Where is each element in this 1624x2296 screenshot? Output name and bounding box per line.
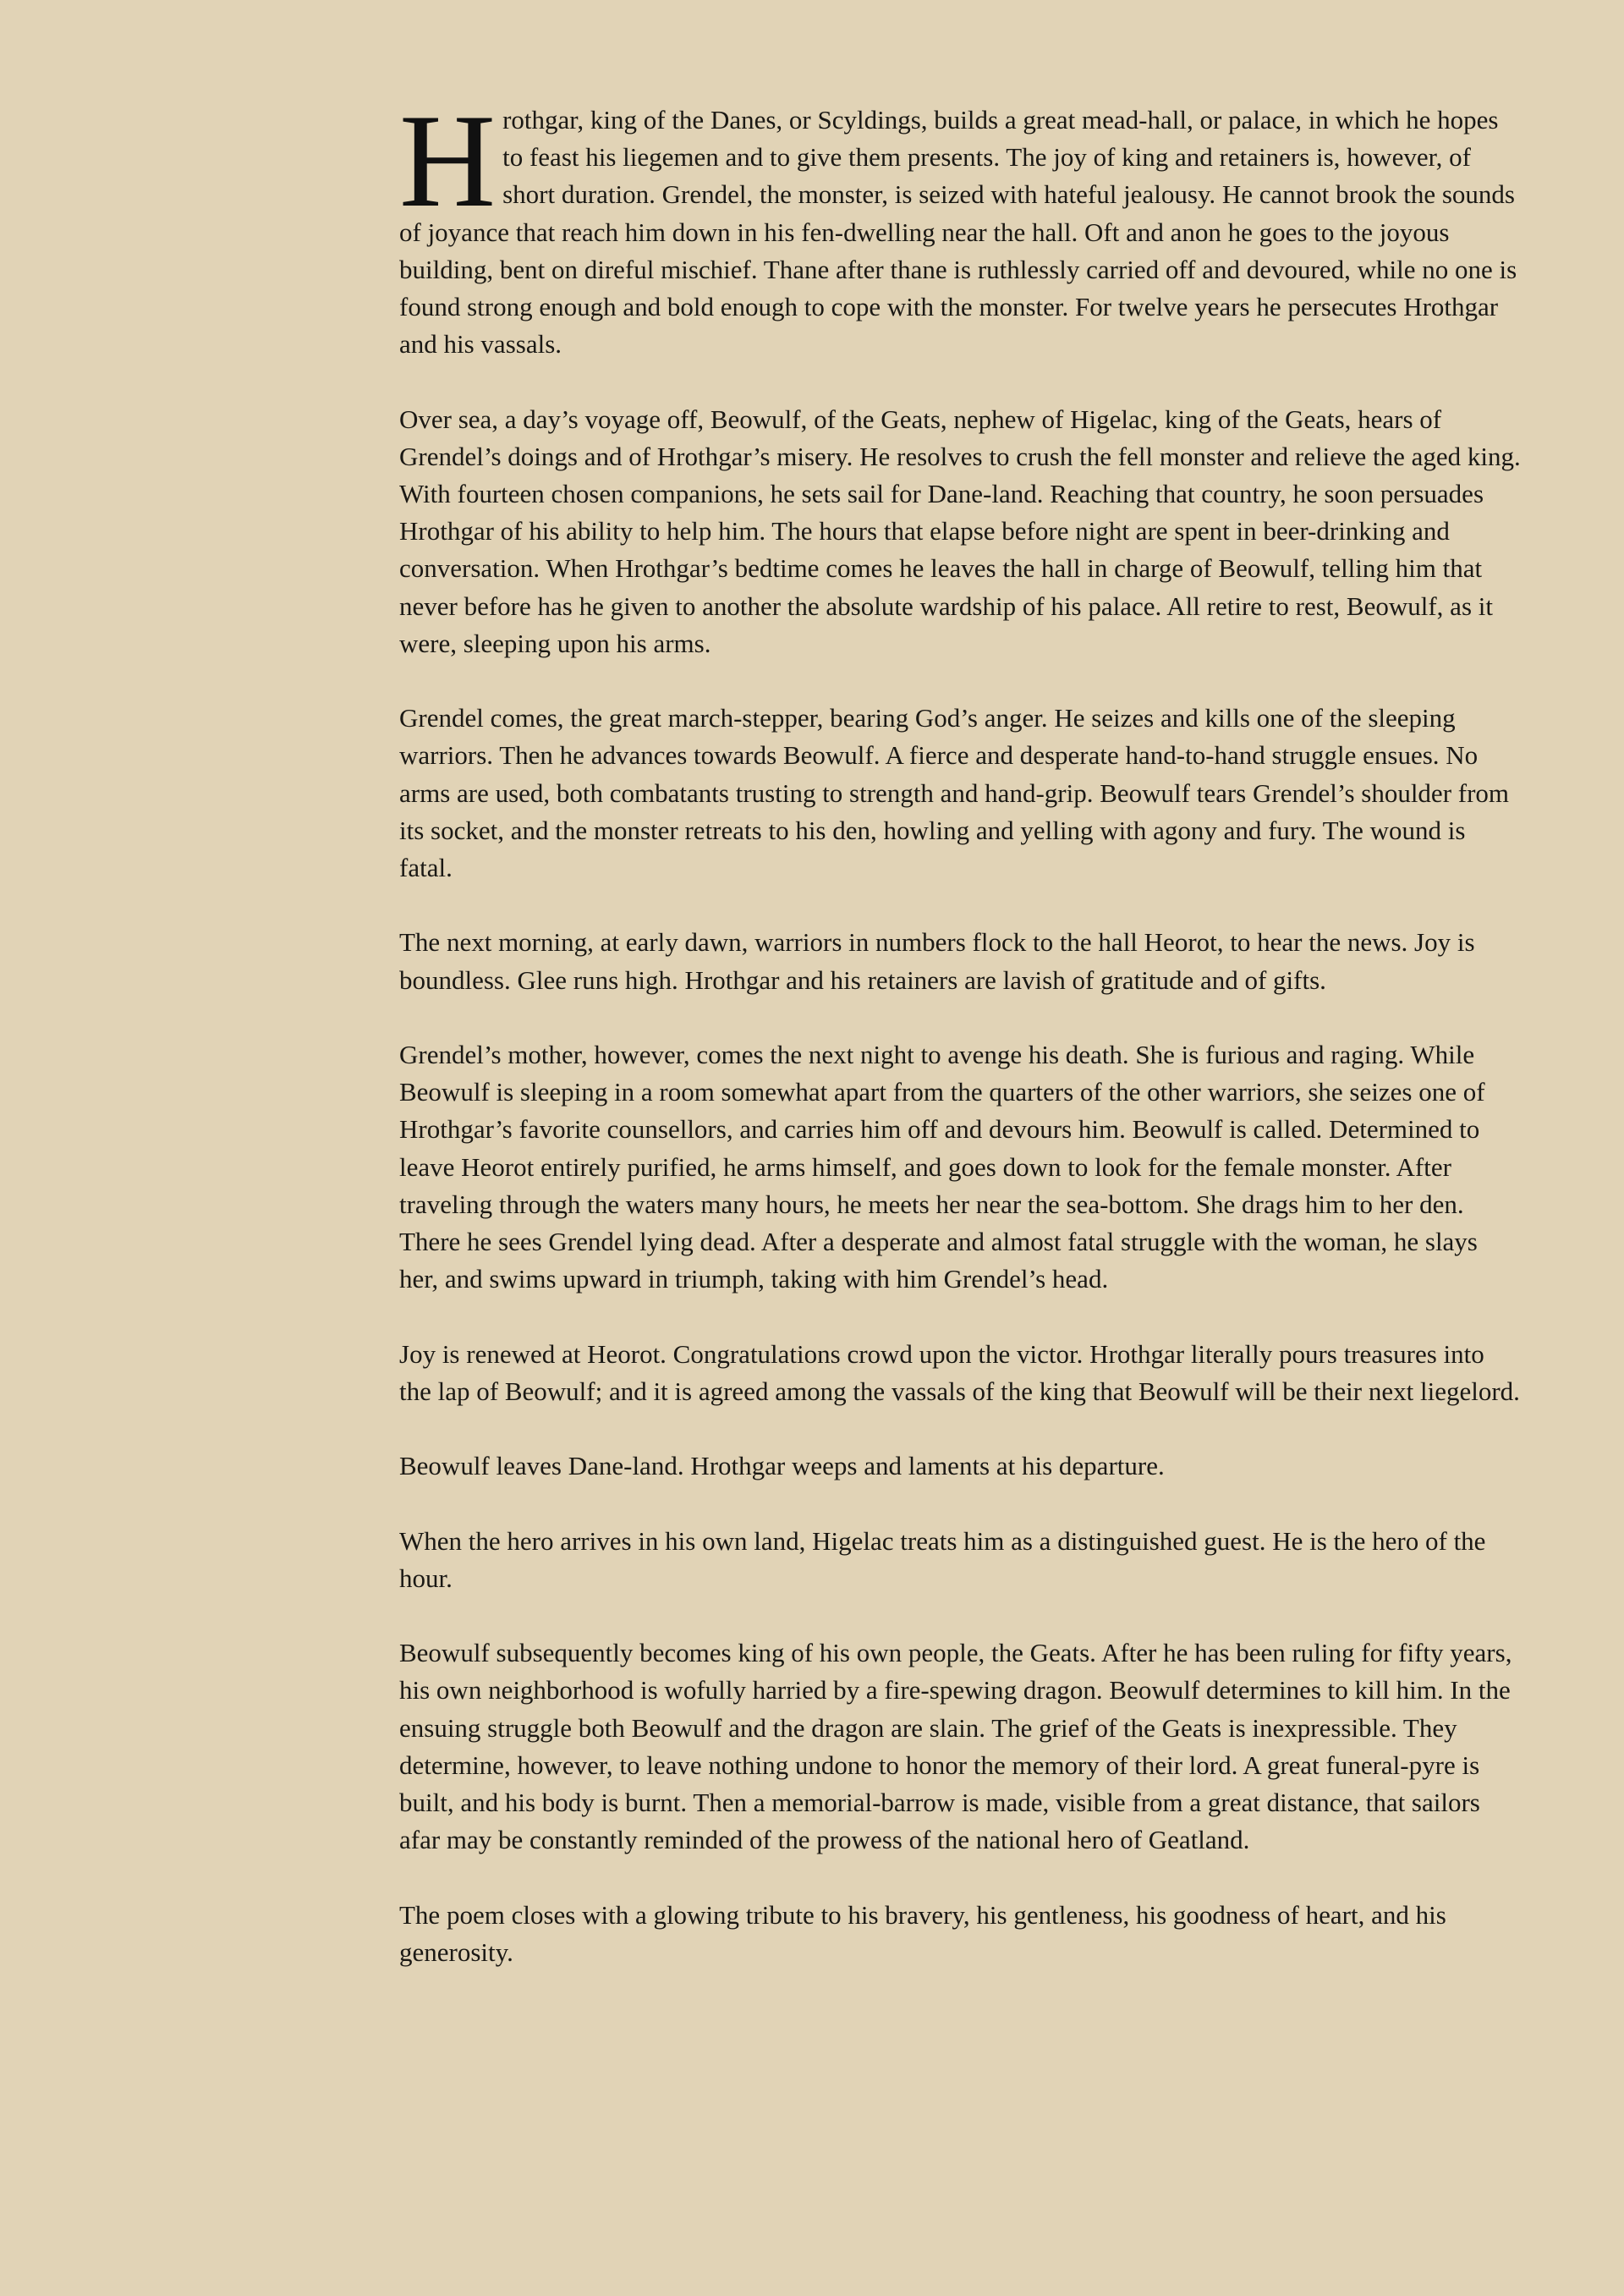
paragraph-6: Joy is renewed at Heorot. Congratulations crowd upon the victor. Hrothgar literally pours treasures into the lap of Beowulf; and it is agreed among the vassals of the king that Beowulf will be their next liegelord. xyxy=(399,1338,1520,1406)
paragraph-8: When the hero arrives in his own land, Higelac treats him as a distinguished guest. He is the hero of the hour. xyxy=(399,1525,1486,1593)
paragraph-4: The next morning, at early dawn, warriors in numbers flock to the hall Heorot, to hear the news. Joy is boundless. Glee runs high. Hrothgar and his retainers are lavish of gratitude and of gifts. xyxy=(399,927,1475,995)
paragraph-10: The poem closes with a glowing tribute to his bravery, his gentleness, his goodness of heart, and his generosity. xyxy=(399,1899,1446,1967)
paragraph-1 xyxy=(399,87,1521,363)
paragraph-1-text: rothgar, king of the Danes, or Scyldings, builds a great mead-hall, or palace, in which he hopes to feast his liegemen and to give them presents. The joy of king and retainers is, however, of short duration. Grendel, the monster, is seized with hateful jealousy. He cannot brook the sounds of joyance that reach him down in his fen-dwelling near the hall. Oft and anon he goes to the joyous building, bent on direful mischief. Thane after thane is ruthlessly carried off and devoured, while no one is found strong enough and bold enough to cope with the monster. For twelve years he persecutes Hrothgar and his vassals. xyxy=(399,105,1517,360)
paragraph-5: Grendel’s mother, however, comes the next night to avenge his death. She is furious and raging. While Beowulf is sleeping in a room somewhat apart from the quarters of the other warriors, she seizes one of Hrothgar’s favorite counsellors, and carries him off and devours him. Beowulf is called. Determined to leave Heorot entirely purified, he arms himself, and goes down to look for the female monster. After traveling through the waters many hours, he meets her near the sea-bottom. She drags him to her den. There he sees Grendel lying dead. After a desperate and almost fatal struggle with the woman, he slays her, and swims upward in triumph, taking with him Grendel’s head. xyxy=(399,1040,1485,1294)
drop-cap: H xyxy=(399,87,497,235)
paragraph-7: Beowulf leaves Dane-land. Hrothgar weeps and laments at his departure. xyxy=(399,1451,1165,1481)
paragraph-3: Grendel comes, the great march-stepper, bearing God’s anger. He seizes and kills one of the sleeping warriors. Then he advances towards Beowulf. A fierce and desperate hand-to-hand struggle ensues. No arms are used, both combatants trusting to strength and hand-grip. Beowulf tears Grendel’s shoulder from its socket, and the monster retreats to his den, howling and yelling with agony and fury. The wound is fatal. xyxy=(399,703,1510,883)
paragraph-9: Beowulf subsequently becomes king of his own people, the Geats. After he has been ruling for fifty years, his own neighborhood is wofully harried by a fire-spewing dragon. Beowulf determines to kill him. In the ensuing struggle both Beowulf and the dragon are slain. The grief of the Geats is inexpressible. They determine, however, to leave nothing undone to honor the memory of their lord. A great funeral-pyre is built, and his body is burnt. Then a memorial-barrow is made, visible from a great distance, that sailors afar may be constantly reminded of the prowess of the national hero of Geatland. xyxy=(399,1638,1512,1855)
document-page xyxy=(399,87,1521,2008)
paragraph-2: Over sea, a day’s voyage off, Beowulf, of the Geats, nephew of Higelac, king of the Geats, hears of Grendel’s doings and of Hrothgar’s misery. He resolves to crush the fell monster and relieve the aged king. With fourteen chosen companions, he sets sail for Dane-land. Reaching that country, he soon persuades Hrothgar of his ability to help him. The hours that elapse before night are spent in beer-drinking and conversation. When Hrothgar’s bedtime comes he leaves the hall in charge of Beowulf, telling him that never before has he given to another the absolute wardship of his palace. All retire to rest, Beowulf, as it were, sleeping upon his arms. xyxy=(399,404,1521,658)
